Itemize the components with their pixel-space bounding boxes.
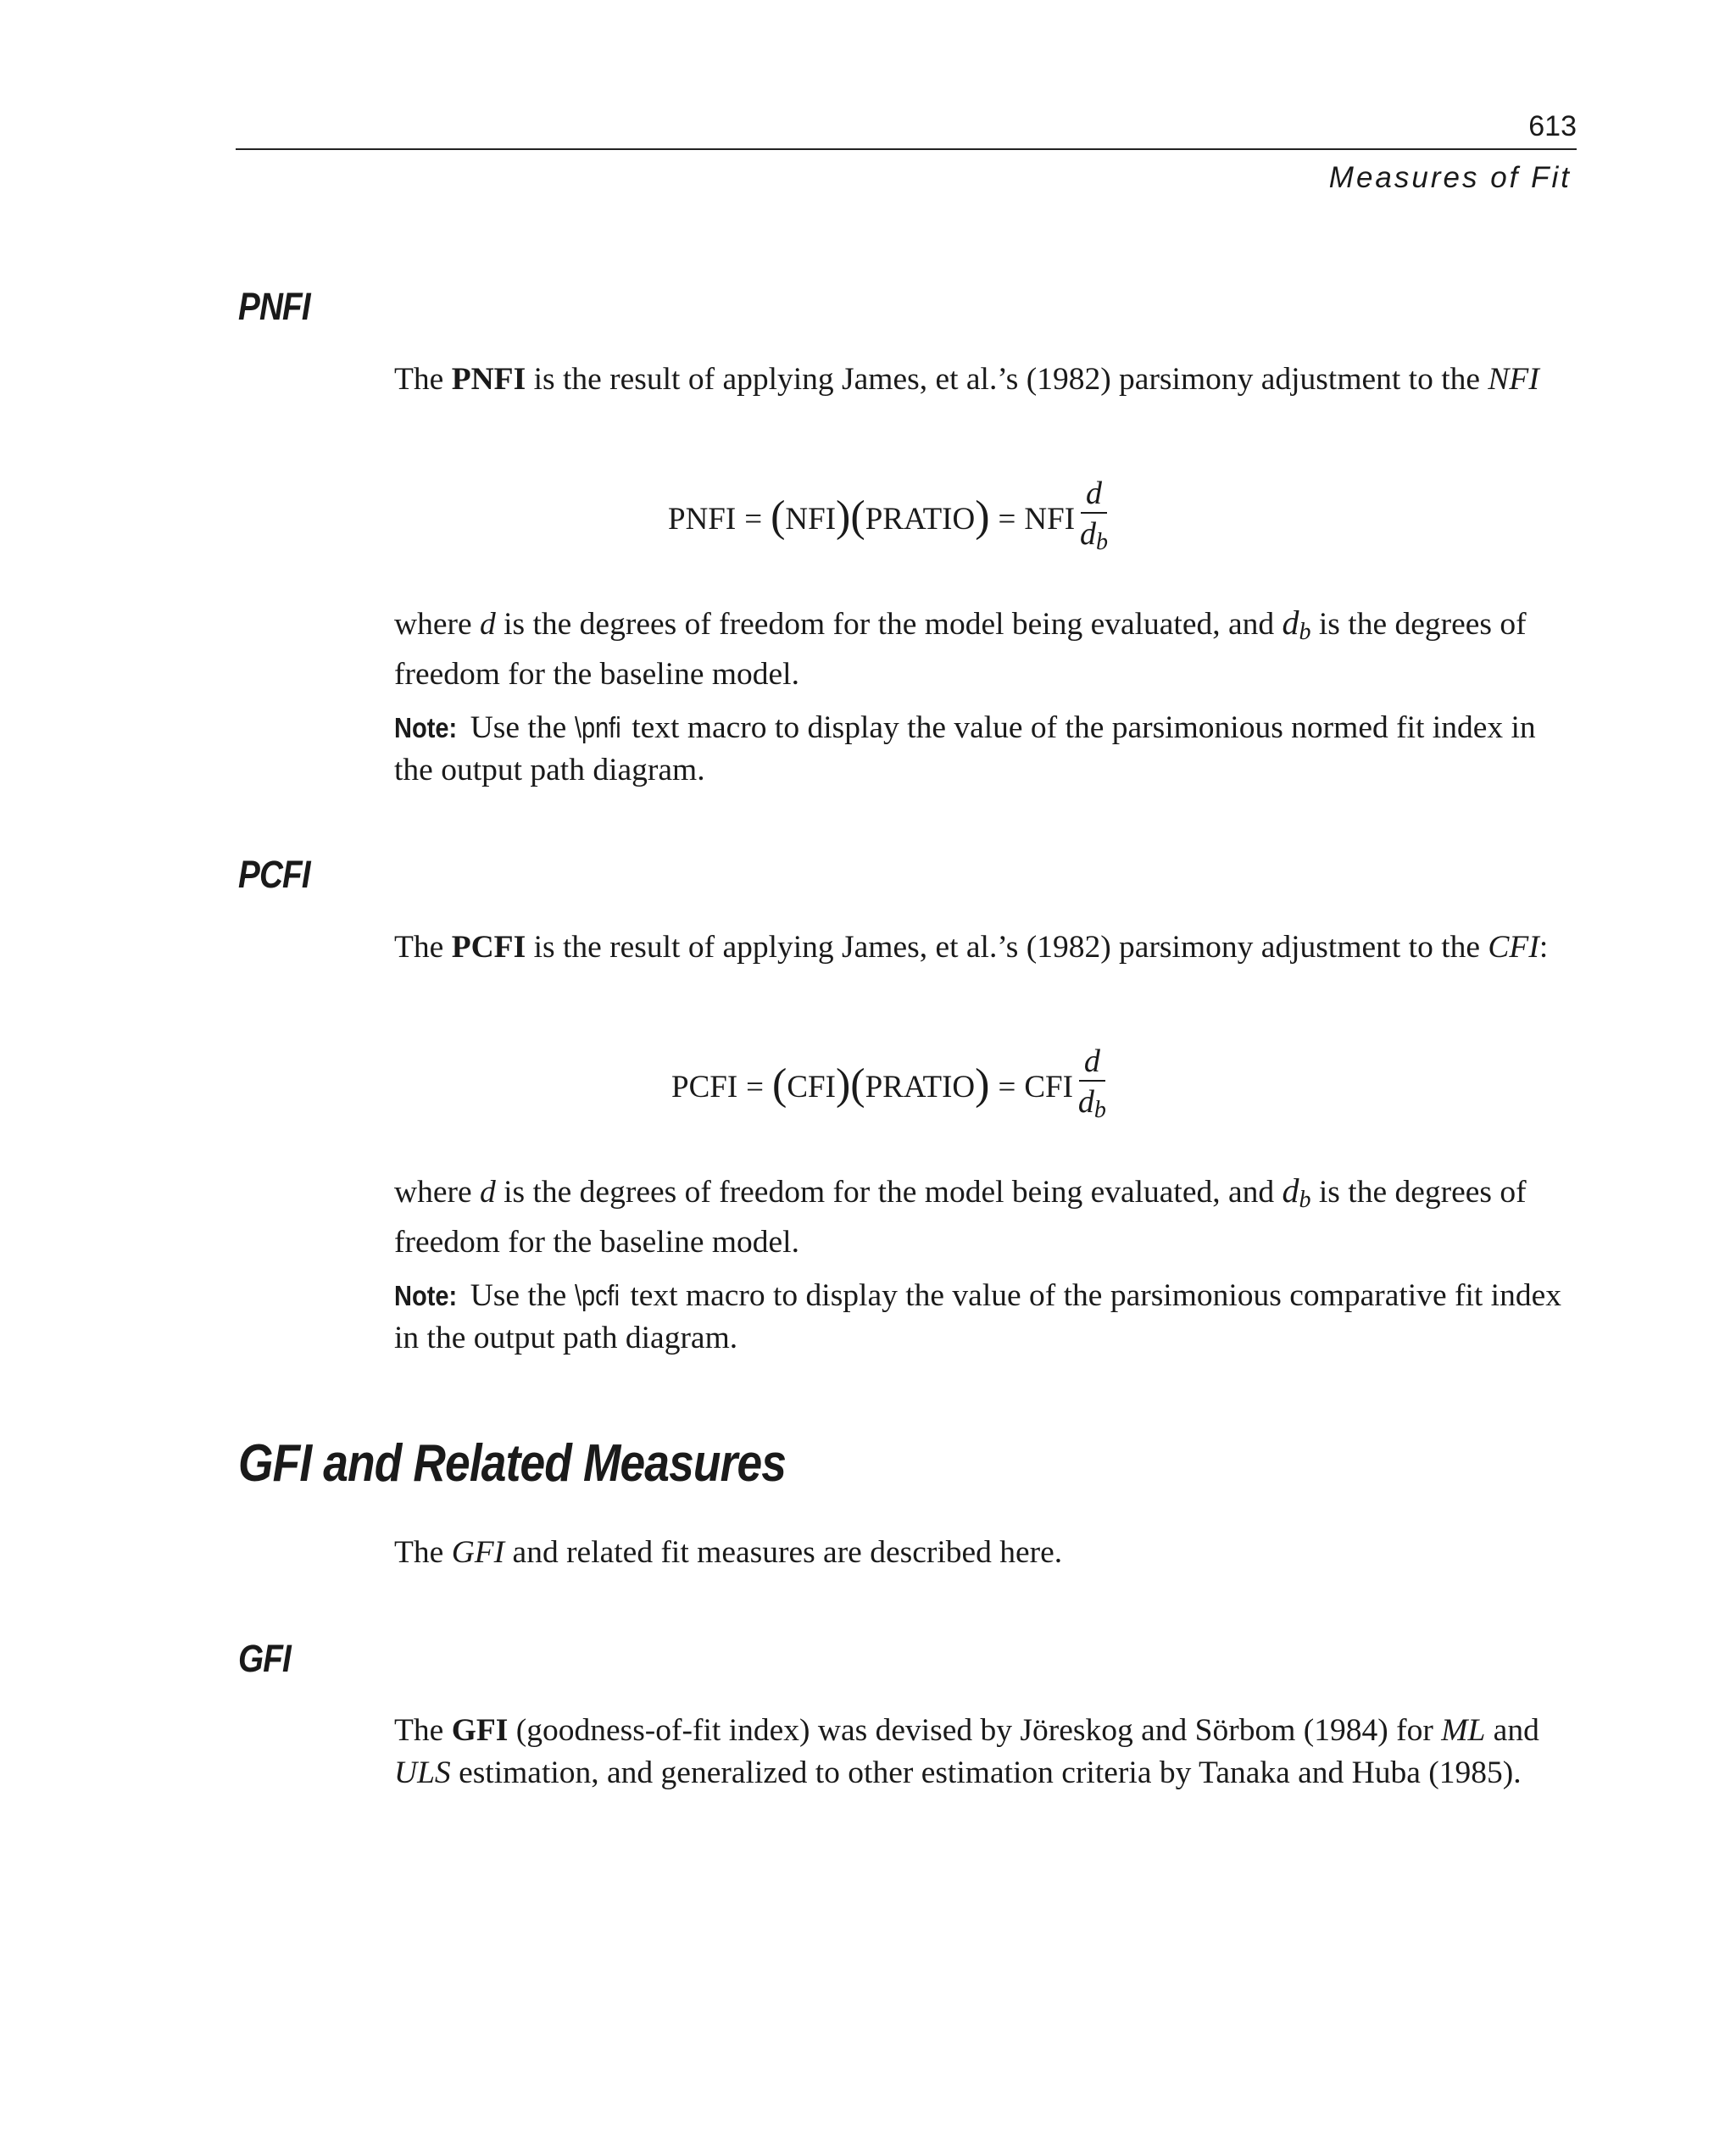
formula-factor: CFI (1024, 1069, 1073, 1104)
formula-paren: ( (771, 492, 786, 541)
formula-equals: = (746, 1069, 765, 1104)
formula-term: PRATIO (865, 1069, 976, 1104)
gfi-term: GFI (451, 1713, 509, 1748)
pnfi-intro-paragraph (394, 359, 1572, 401)
text-run: and (1485, 1713, 1539, 1748)
text-run: text macro to display the value of the parsimonious comparative fit index in the output path diagram. (394, 1278, 1561, 1355)
pcfi-formula (671, 1043, 1106, 1131)
d-symbol: d (479, 607, 496, 642)
denominator-subscript: b (1093, 1097, 1106, 1123)
formula-term: CFI (787, 1069, 836, 1104)
text-run: estimation, and generalized to other estimation criteria by Tanaka and Huba (1985). (450, 1755, 1522, 1790)
formula-fraction (1080, 475, 1108, 563)
text-run: The (394, 1535, 452, 1570)
text-run: text macro to display the value of the parsimonious normed fit index in the output path diagram. (394, 710, 1536, 787)
text-run: is the degrees of freedom for the model being evaluated, and (495, 607, 1283, 642)
text-run: (goodness-of-fit index) was devised by Jöreskog and Sörbom (1984) for (508, 1713, 1442, 1748)
cfi-term: CFI (1488, 930, 1539, 965)
text-run: where (394, 1175, 480, 1210)
text-run: is the degrees of freedom for the baseline model. (394, 607, 1527, 692)
formula-paren: ( (772, 1060, 787, 1109)
page-number: 613 (1528, 110, 1577, 142)
gfi-section-heading: GFI and Related Measures (238, 1434, 787, 1493)
denominator-subscript: b (1096, 529, 1109, 555)
db-subscript: b (1299, 619, 1311, 645)
formula-fraction (1078, 1043, 1106, 1131)
uls-term: ULS (394, 1755, 451, 1790)
nfi-term: NFI (1488, 362, 1539, 397)
header-rule (236, 148, 1577, 150)
running-head: Measures of Fit (1328, 161, 1572, 194)
text-run: is the degrees of freedom for the model being evaluated, and (495, 1175, 1283, 1210)
formula-equals: = (744, 501, 763, 537)
text-run: is the degrees of freedom for the baseline model. (394, 1175, 1527, 1260)
pcfi-where-paragraph (394, 1170, 1572, 1264)
formula-equals: = (998, 501, 1016, 537)
formula-paren: ( (850, 1060, 865, 1109)
pcfi-heading: PCFI (238, 853, 310, 896)
text-run: is the result of applying James, et al.’s (1982) parsimony adjustment to the (526, 930, 1488, 965)
db-letter: d (1282, 1171, 1299, 1210)
formula-lhs: PNFI (668, 501, 737, 537)
text-run: and related fit measures are described here. (504, 1535, 1063, 1570)
pnfi-term: PNFI (451, 362, 526, 397)
formula-factor: NFI (1024, 501, 1076, 537)
gfi-term: GFI (451, 1535, 505, 1570)
formula-paren: ) (835, 1060, 851, 1109)
gfi-body-paragraph (394, 1710, 1572, 1794)
pnfi-macro: \pnfi (574, 712, 621, 744)
text-run: Use the (462, 1278, 575, 1313)
note-label: Note: (394, 712, 458, 743)
text-run: The (394, 1713, 452, 1748)
db-letter: d (1282, 604, 1299, 642)
pnfi-where-paragraph (394, 602, 1572, 696)
text-run: : (1538, 930, 1549, 965)
pcfi-macro: \pcfi (574, 1280, 620, 1312)
db-symbol (1282, 1171, 1311, 1213)
text-run: where (394, 607, 480, 642)
fraction-numerator: d (1081, 475, 1107, 514)
formula-paren: ) (975, 1060, 990, 1109)
fraction-numerator: d (1079, 1043, 1105, 1082)
pcfi-note (394, 1275, 1572, 1360)
fraction-denominator (1080, 514, 1108, 563)
formula-paren: ) (836, 492, 851, 541)
pnfi-heading: PNFI (238, 285, 310, 328)
fraction-denominator (1078, 1082, 1106, 1131)
denominator-symbol: d (1077, 1084, 1094, 1120)
formula-paren: ) (975, 492, 990, 541)
gfi-section-intro (394, 1532, 1572, 1574)
formula-lhs: PCFI (671, 1069, 738, 1104)
denominator-symbol: d (1080, 516, 1097, 552)
db-subscript: b (1299, 1187, 1311, 1213)
formula-equals: = (998, 1069, 1016, 1104)
text-run: The (394, 930, 452, 965)
formula-term: PRATIO (865, 501, 976, 537)
pnfi-formula (668, 475, 1108, 563)
text-run: is the result of applying James, et al.’s (1982) parsimony adjustment to the (526, 362, 1488, 397)
ml-term: ML (1441, 1713, 1486, 1748)
db-symbol (1282, 604, 1311, 645)
gfi-heading: GFI (238, 1637, 291, 1680)
text-run: The (394, 362, 452, 397)
formula-term: NFI (785, 501, 837, 537)
formula-paren: ( (850, 492, 865, 541)
pcfi-term: PCFI (451, 930, 526, 965)
note-label: Note: (394, 1280, 458, 1311)
d-symbol: d (479, 1175, 496, 1210)
text-run: Use the (462, 710, 575, 745)
pnfi-note (394, 707, 1572, 792)
pcfi-intro-paragraph (394, 926, 1572, 969)
